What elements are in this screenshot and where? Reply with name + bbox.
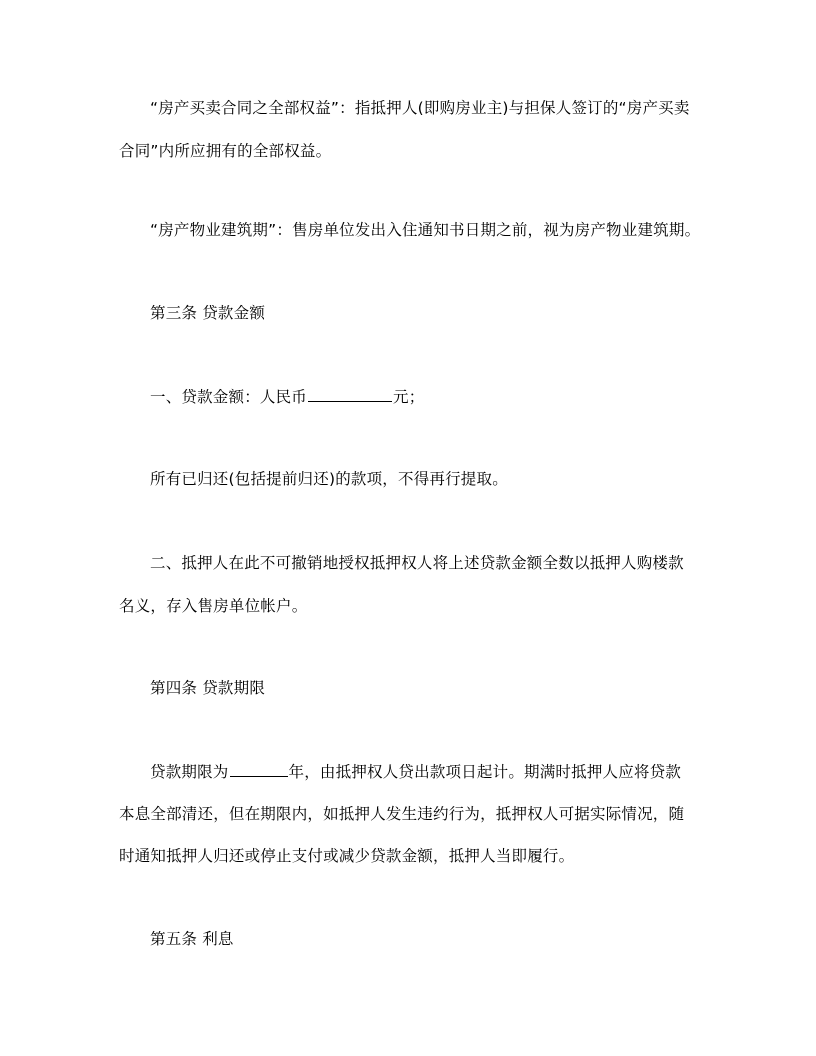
loan-amount-item	[150, 386, 424, 407]
loan-term-line-3: 时通知抵押人归还或停止支付或减少贷款金额，抵押人当即履行。	[119, 847, 575, 865]
loan-term-line-2: 本息全部清还，但在期限内，如抵押人发生违约行为，抵押权人可据实际情况，随	[119, 805, 685, 823]
paragraph-full-rights-line-1: “房产买卖合同之全部权益”：指抵押人(即购房业主)与担保人签订的“房产买卖	[150, 99, 690, 117]
authorization-item-line-2: 名义，存入售房单位帐户。	[119, 597, 308, 615]
section-3-heading: 第三条 贷款金额	[150, 304, 266, 322]
loan-amount-unit: 元；	[393, 388, 425, 406]
authorization-item-line-1: 二、抵押人在此不可撤销地授权抵押权人将上述贷款金额全数以抵押人购楼款	[150, 554, 684, 572]
paragraph-construction-period: “房产物业建筑期”：售房单位发出入住通知书日期之前，视为房产物业建筑期。	[150, 221, 701, 239]
repaid-note: 所有已归还(包括提前归还)的款项，不得再行提取。	[150, 470, 508, 488]
loan-term-blank	[230, 761, 288, 777]
loan-term-label: 贷款期限为	[150, 763, 229, 781]
loan-amount-blank	[308, 386, 392, 402]
loan-term-line-1	[150, 761, 681, 782]
section-4-heading: 第四条 贷款期限	[150, 679, 266, 697]
loan-amount-label: 一、贷款金额：人民币	[150, 388, 308, 406]
section-5-heading: 第五条 利息	[150, 930, 234, 948]
loan-term-text: 年，由抵押权人贷出款项日起计。期满时抵押人应将贷款	[288, 763, 682, 781]
paragraph-full-rights-line-2: 合同”内所应拥有的全部权益。	[119, 142, 332, 160]
